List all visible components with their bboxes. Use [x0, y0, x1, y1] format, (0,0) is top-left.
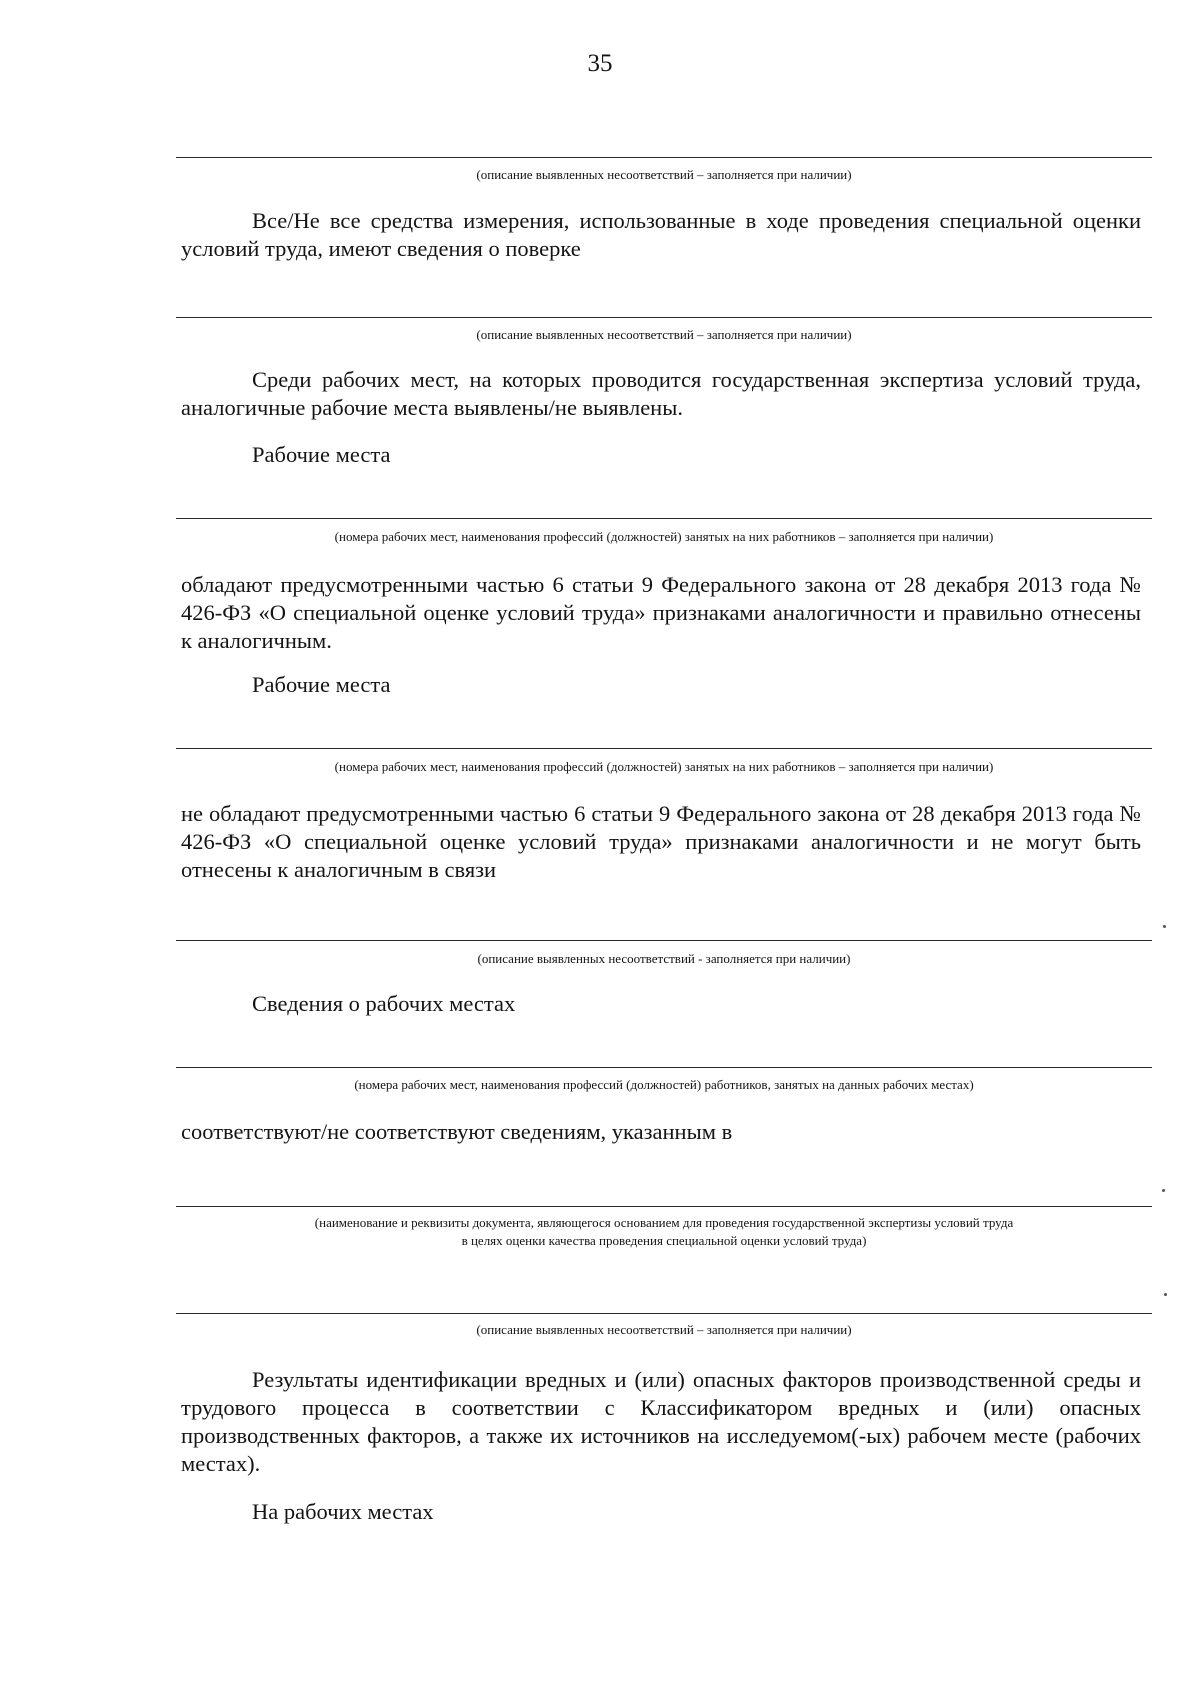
workplaces-label: На рабочих местах	[252, 1499, 434, 1524]
field-caption-line-2: в целях оценки качества проведения специальной оценки условий труда)	[461, 1233, 867, 1248]
workplace-info-label: Сведения о рабочих местах	[252, 991, 516, 1016]
field-caption: (номера рабочих мест, наименования профессий (должностей) работников, занятых на данных рабочих местах)	[354, 1077, 974, 1092]
paragraph-identification-results: Результаты идентификации вредных и (или) опасных факторов производственной среды и трудового процесса в соответствии с Классификатором вредных и (или) опасных производственных факторов, а также их источников на исследуемом(-ых) рабочем месте (рабочих местах).	[181, 1367, 1141, 1476]
field-caption: (описание выявленных несоответствий – заполняется при наличии)	[476, 1322, 852, 1337]
scan-speck	[1164, 1293, 1167, 1296]
field-caption-line-1: (наименование и реквизиты документа, являющегося основанием для проведения государственной экспертизы условий труда	[314, 1215, 1014, 1230]
fill-in-line	[176, 518, 1152, 519]
scan-speck	[1162, 1189, 1165, 1192]
fill-in-line	[176, 157, 1152, 158]
field-caption: (описание выявленных несоответствий – заполняется при наличии)	[476, 167, 852, 182]
fill-in-line	[176, 1067, 1152, 1068]
page-number: 35	[587, 50, 613, 77]
fill-in-line	[176, 748, 1152, 749]
field-caption: (описание выявленных несоответствий - заполняется при наличии)	[477, 951, 851, 966]
workplaces-label: Рабочие места	[252, 672, 391, 697]
field-caption: (номера рабочих мест, наименования профессий (должностей) занятых на них работников – заполняется при наличии)	[334, 529, 994, 544]
field-caption: (описание выявленных несоответствий – заполняется при наличии)	[476, 327, 852, 342]
paragraph-measuring-instruments: Все/Не все средства измерения, использованные в ходе проведения специальной оценки условий труда, имеют сведения о поверке	[181, 208, 1141, 261]
fill-in-line	[176, 1206, 1152, 1207]
fill-in-line	[176, 317, 1152, 318]
paragraph-similar-workplaces: Среди рабочих мест, на которых проводится государственная экспертиза условий труда, аналогичные рабочие места выявлены/не выявлены.	[181, 367, 1141, 420]
paragraph-correspond: соответствуют/не соответствуют сведениям, указанным в	[181, 1119, 733, 1144]
paragraph-no-similarity: не обладают предусмотренными частью 6 статьи 9 Федерального закона от 28 декабря 2013 года № 426-ФЗ «О специальной оценке условий труда» признаками аналогичности и не могут быть отнесены к аналогичным в связи	[181, 801, 1141, 882]
workplaces-label: Рабочие места	[252, 442, 391, 467]
fill-in-line	[176, 1313, 1152, 1314]
fill-in-line	[176, 940, 1152, 941]
scan-speck	[1163, 925, 1166, 928]
paragraph-have-similarity: обладают предусмотренными частью 6 статьи 9 Федерального закона от 28 декабря 2013 года № 426-ФЗ «О специальной оценке условий труда» признаками аналогичности и правильно отнесены к аналогичным.	[181, 572, 1141, 653]
field-caption: (номера рабочих мест, наименования профессий (должностей) занятых на них работников – заполняется при наличии)	[334, 759, 994, 774]
